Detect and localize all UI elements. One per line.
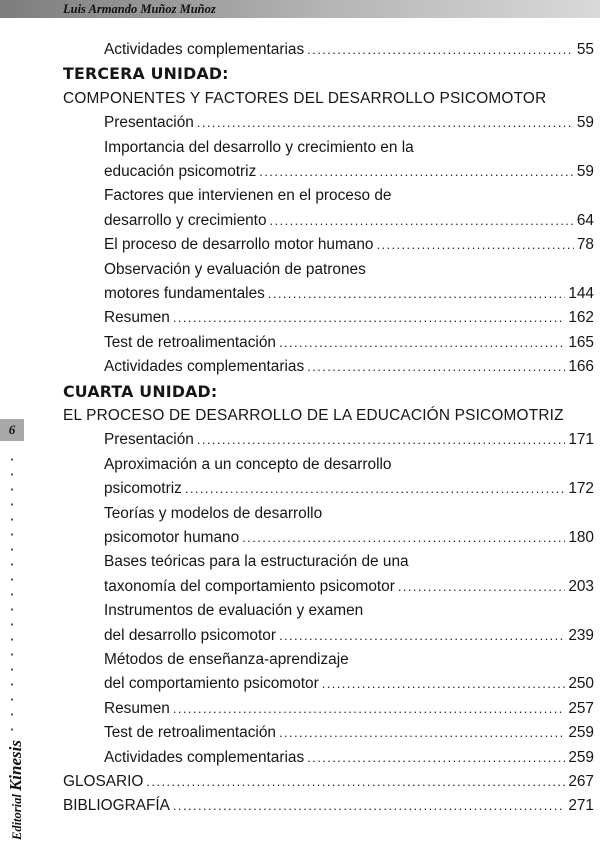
dot-leader <box>307 355 565 379</box>
toc-entry <box>104 233 594 257</box>
toc-entry-title: Aproximación a un concepto de desarrollo <box>104 455 392 473</box>
toc-entry-title: Resumen <box>104 699 170 717</box>
toc-entry-title: psicomotor humano <box>104 529 240 546</box>
dot-leader <box>185 477 565 501</box>
toc-page-number: 59 <box>576 163 594 180</box>
toc-entry-title: Observación y evaluación de patrones <box>104 260 366 278</box>
toc-entry-title: del desarrollo psicomotor <box>104 626 276 644</box>
page-number: 6 <box>0 419 24 441</box>
toc-page-number: 259 <box>568 748 594 766</box>
toc-entry-title: Resumen <box>104 309 170 327</box>
toc-page-number: 250 <box>568 675 594 693</box>
dot-leader <box>322 672 566 696</box>
toc-entry <box>104 184 594 208</box>
toc-unit-subject <box>63 404 564 428</box>
toc-entry <box>104 209 594 233</box>
toc-page-number: 55 <box>576 41 594 58</box>
toc-entry-title: Actividades complementarias <box>104 748 305 766</box>
toc-entry <box>104 746 594 770</box>
toc-page-number: 64 <box>576 211 594 229</box>
dot-leader <box>242 526 565 550</box>
dot-leader <box>173 794 565 818</box>
toc-entry-title: psicomotriz <box>104 480 182 498</box>
toc-entry <box>104 111 594 135</box>
toc-unit-heading <box>63 62 229 86</box>
dot-leader <box>376 233 573 257</box>
toc-entry <box>104 306 594 330</box>
toc-page-number: 162 <box>568 309 594 327</box>
toc-entry <box>104 282 594 306</box>
toc-unit-subject <box>63 87 546 111</box>
toc-entry-title: taxonomía del comportamiento psicomotor <box>104 577 395 595</box>
toc-entry <box>104 648 594 672</box>
toc-page-number: 259 <box>568 724 594 742</box>
dot-leader <box>197 428 565 452</box>
header-author: Luis Armando Muñoz Muñoz <box>63 2 216 16</box>
dot-leader <box>146 770 565 794</box>
toc-page-number: 203 <box>568 577 594 595</box>
toc-entry <box>104 721 594 745</box>
toc-entry <box>104 38 594 62</box>
toc-entry-title: Test de retroalimentación <box>104 724 276 742</box>
toc-entry-title: Instrumentos de evaluación y examen <box>104 602 364 620</box>
toc-entry-title: motores fundamentales <box>104 285 265 302</box>
toc-entry-title: El proceso de desarrollo motor humano <box>104 236 374 254</box>
dot-leader <box>307 38 574 62</box>
dot-leader <box>173 306 565 330</box>
toc-page-number: 166 <box>568 358 594 376</box>
toc-page-number: 78 <box>576 236 594 254</box>
toc-entry <box>104 331 594 355</box>
toc-page-number: 165 <box>568 333 594 351</box>
toc-entry <box>104 160 594 184</box>
toc-entry-title: BIBLIOGRAFÍA <box>63 797 170 815</box>
toc-entry-title: Métodos de enseñanza-aprendizaje <box>104 651 349 668</box>
toc-entry-title: Presentación <box>104 114 194 132</box>
dot-leader <box>398 575 565 599</box>
toc-entry-title: del comportamiento psicomotor <box>104 675 319 693</box>
toc-page-number: 239 <box>568 626 594 644</box>
publisher-name: Kinesis <box>6 740 25 792</box>
toc-entry <box>104 599 594 623</box>
toc-entry-title: Bases teóricas para la estructuración de una <box>104 553 409 571</box>
toc-entry <box>104 428 594 452</box>
toc-entry <box>104 672 594 696</box>
toc-entry <box>104 697 594 721</box>
toc-entry-title: Test de retroalimentación <box>104 333 276 351</box>
dot-leader <box>268 282 565 306</box>
toc-entry-title: EL PROCESO DE DESARROLLO DE LA EDUCACIÓN PSICOMOTRIZ <box>63 407 564 424</box>
toc-entry-title: COMPONENTES Y FACTORES DEL DESARROLLO PSICOMOTOR <box>63 89 547 107</box>
dot-leader <box>259 160 574 184</box>
toc-entry <box>104 575 594 599</box>
toc-entry-title: Actividades complementarias <box>104 358 305 376</box>
dot-leader <box>307 746 565 770</box>
toc-entry <box>104 477 594 501</box>
toc-page-number: 171 <box>568 431 594 449</box>
toc-entry-title: Presentación <box>104 431 194 449</box>
dot-leader <box>270 209 574 233</box>
toc-entry <box>104 502 594 526</box>
toc-entry-title: educación psicomotriz <box>104 163 257 180</box>
dot-leader <box>197 111 574 135</box>
margin-dots <box>10 452 14 734</box>
toc-entry-title: desarrollo y crecimiento <box>104 211 267 229</box>
toc-page-number: 267 <box>568 773 594 790</box>
toc-entry-title: GLOSARIO <box>63 773 144 790</box>
toc-entry <box>104 624 594 648</box>
toc-page-number: 257 <box>568 699 594 717</box>
toc-page-number: 271 <box>568 797 594 815</box>
toc-page-number: 144 <box>568 285 594 302</box>
toc-entry-title: Actividades complementarias <box>104 41 305 58</box>
toc-entry <box>104 453 594 477</box>
toc-entry <box>63 770 594 794</box>
toc-page-number: 59 <box>576 114 594 132</box>
toc-entry-title: Importancia del desarrollo y crecimiento en la <box>104 138 414 156</box>
toc-entry <box>104 355 594 379</box>
toc-entry <box>104 550 594 574</box>
publisher-imprint <box>6 734 26 840</box>
toc-page-number: 172 <box>568 480 594 498</box>
toc-entry <box>104 526 594 550</box>
publisher-prefix: Editorial <box>10 791 24 840</box>
toc-entry <box>104 136 594 160</box>
toc-unit-heading <box>63 380 217 404</box>
running-header <box>0 0 600 18</box>
toc-page-number: 180 <box>568 529 594 546</box>
toc-entry-title: CUARTA UNIDAD: <box>63 381 218 401</box>
toc-entry <box>63 794 594 818</box>
toc-entry <box>104 258 594 282</box>
toc-entry-title: Teorías y modelos de desarrollo <box>104 504 323 522</box>
dot-leader <box>279 721 565 745</box>
dot-leader <box>173 697 565 721</box>
toc-entry-title: TERCERA UNIDAD: <box>63 64 229 84</box>
dot-leader <box>279 331 565 355</box>
dot-leader <box>279 624 565 648</box>
toc-entry-title: Factores que intervienen en el proceso de <box>104 187 392 205</box>
